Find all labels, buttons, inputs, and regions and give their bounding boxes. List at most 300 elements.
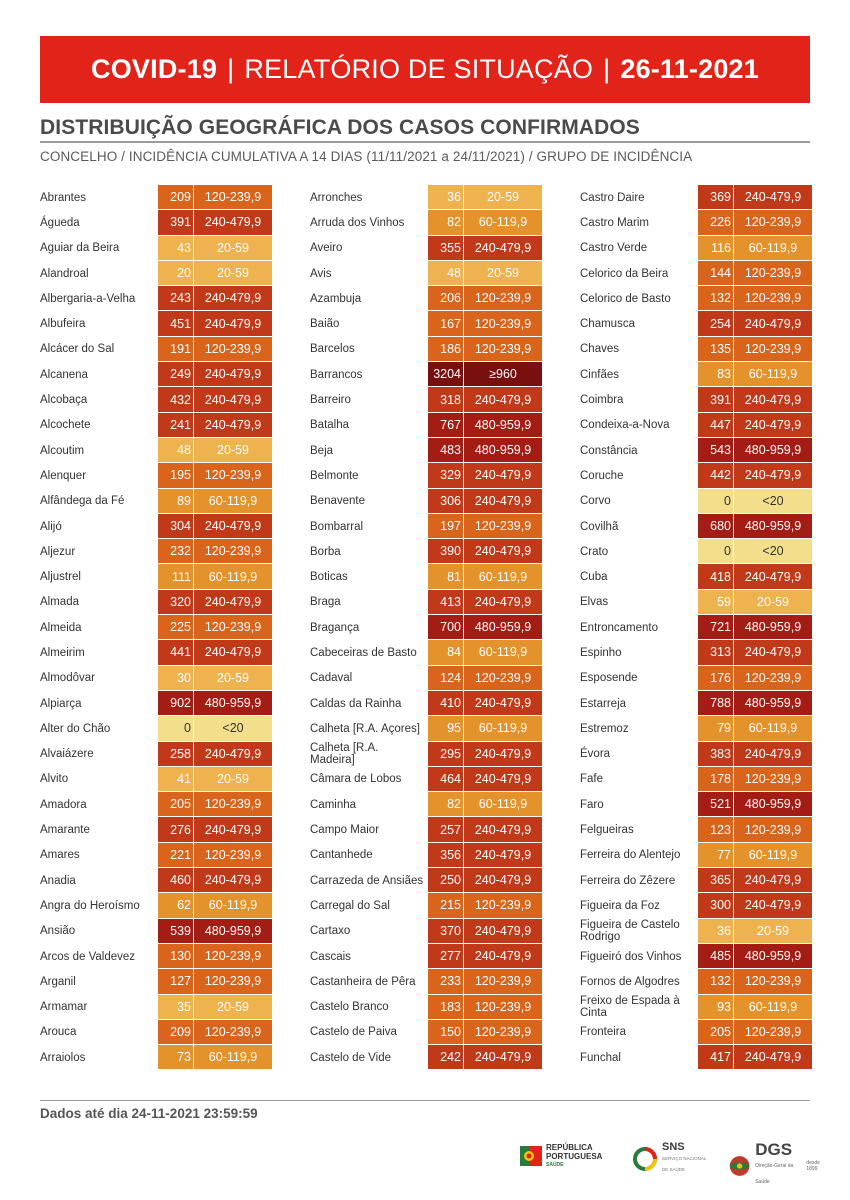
municipality-name: Ansião — [40, 925, 76, 938]
incidence-group: 240-479,9 — [464, 767, 542, 792]
municipality-row — [40, 995, 272, 1020]
incidence-group: 240-479,9 — [734, 413, 812, 438]
incidence-group: 120-239,9 — [464, 995, 542, 1020]
incidence-group: 60-119,9 — [464, 640, 542, 665]
incidence-group: 120-239,9 — [194, 792, 272, 817]
incidence-value: 183 — [428, 995, 464, 1020]
incidence-value: 413 — [428, 590, 464, 615]
incidence-group: 480-959,9 — [734, 514, 812, 539]
municipality-row — [310, 640, 542, 665]
banner-separator: | — [227, 54, 235, 84]
municipality-row — [310, 261, 542, 286]
incidence-value: 77 — [698, 843, 734, 868]
municipality-row — [580, 539, 812, 564]
incidence-group: 20-59 — [734, 919, 812, 944]
incidence-group: ≥960 — [464, 362, 542, 387]
municipality-name: Albergaria-a-Velha — [40, 292, 136, 305]
municipality-name: Castro Daire — [580, 191, 645, 204]
municipality-name: Aveiro — [310, 242, 343, 255]
municipality-row — [310, 387, 542, 412]
incidence-value: 390 — [428, 539, 464, 564]
municipality-row — [310, 691, 542, 716]
municipality-name: Azambuja — [310, 292, 362, 305]
republica-portuguesa-logo — [520, 1142, 602, 1170]
municipality-name: Arraiolos — [40, 1051, 86, 1064]
municipality-row — [40, 919, 272, 944]
municipality-name: Alcobaça — [40, 394, 88, 407]
incidence-group: 240-479,9 — [464, 742, 542, 767]
incidence-group: 240-479,9 — [734, 893, 812, 918]
municipality-name: Beja — [310, 444, 334, 457]
municipality-row — [310, 210, 542, 235]
incidence-group: 240-479,9 — [734, 1045, 812, 1070]
municipality-row — [310, 286, 542, 311]
municipality-name: Benavente — [310, 495, 365, 508]
municipality-name: Estarreja — [580, 697, 627, 710]
municipality-row — [310, 615, 542, 640]
municipality-row — [580, 261, 812, 286]
incidence-value: 48 — [158, 438, 194, 463]
municipality-name: Elvas — [580, 596, 609, 609]
incidence-value: 79 — [698, 716, 734, 741]
incidence-group: 480-959,9 — [194, 919, 272, 944]
incidence-value: 195 — [158, 463, 194, 488]
incidence-group: 60-119,9 — [464, 210, 542, 235]
municipality-row — [40, 236, 272, 261]
municipality-name: Funchal — [580, 1051, 621, 1064]
incidence-group: 240-479,9 — [464, 236, 542, 261]
incidence-value: 318 — [428, 387, 464, 412]
incidence-group: 480-959,9 — [464, 413, 542, 438]
municipality-row — [310, 564, 542, 589]
municipality-name: Alcanena — [40, 368, 88, 381]
incidence-group: 120-239,9 — [464, 286, 542, 311]
incidence-value: 233 — [428, 969, 464, 994]
municipality-row — [580, 286, 812, 311]
incidence-value: 205 — [158, 792, 194, 817]
incidence-value: 447 — [698, 413, 734, 438]
incidence-value: 250 — [428, 868, 464, 893]
incidence-value: 391 — [158, 210, 194, 235]
incidence-group: 20-59 — [734, 590, 812, 615]
incidence-value: 84 — [428, 640, 464, 665]
municipality-row — [40, 843, 272, 868]
banner-subtitle: RELATÓRIO DE SITUAÇÃO — [244, 54, 594, 84]
incidence-group: 60-119,9 — [734, 362, 812, 387]
municipality-row — [580, 640, 812, 665]
incidence-group: 120-239,9 — [734, 666, 812, 691]
incidence-group: 240-479,9 — [464, 387, 542, 412]
incidence-value: 432 — [158, 387, 194, 412]
incidence-group: 240-479,9 — [194, 640, 272, 665]
incidence-value: 300 — [698, 893, 734, 918]
incidence-value: 232 — [158, 539, 194, 564]
municipality-row — [40, 1045, 272, 1070]
municipality-name: Esposende — [580, 672, 638, 685]
municipality-row — [580, 514, 812, 539]
incidence-value: 485 — [698, 944, 734, 969]
incidence-group: 240-479,9 — [194, 413, 272, 438]
incidence-value: 89 — [158, 489, 194, 514]
municipality-row — [310, 767, 542, 792]
municipality-name: Águeda — [40, 216, 80, 229]
incidence-group: 120-239,9 — [194, 969, 272, 994]
municipality-row — [40, 210, 272, 235]
incidence-group: 20-59 — [194, 261, 272, 286]
municipality-name: Alenquer — [40, 469, 87, 482]
incidence-value: 150 — [428, 1020, 464, 1045]
incidence-value: 36 — [428, 185, 464, 210]
municipality-name: Bombarral — [310, 520, 364, 533]
municipality-row — [40, 691, 272, 716]
incidence-group: 60-119,9 — [194, 489, 272, 514]
incidence-value: 0 — [158, 716, 194, 741]
incidence-value: 186 — [428, 337, 464, 362]
incidence-value: 460 — [158, 868, 194, 893]
incidence-value: 383 — [698, 742, 734, 767]
incidence-group: 240-479,9 — [194, 210, 272, 235]
sns-sub2: DE SAÚDE — [662, 1167, 686, 1172]
municipality-row — [310, 1020, 542, 1045]
incidence-value: 178 — [698, 767, 734, 792]
municipality-row — [310, 514, 542, 539]
municipality-name: Câmara de Lobos — [310, 773, 402, 786]
incidence-value: 132 — [698, 969, 734, 994]
municipality-row — [40, 792, 272, 817]
incidence-group: 240-479,9 — [734, 185, 812, 210]
incidence-group: 240-479,9 — [464, 489, 542, 514]
incidence-group: 240-479,9 — [734, 640, 812, 665]
flag-shield-icon — [520, 1142, 542, 1170]
incidence-group: 60-119,9 — [194, 1045, 272, 1070]
incidence-group: 120-239,9 — [194, 944, 272, 969]
municipality-row — [40, 438, 272, 463]
incidence-value: 451 — [158, 311, 194, 336]
incidence-value: 62 — [158, 893, 194, 918]
incidence-value: 242 — [428, 1045, 464, 1070]
incidence-value: 365 — [698, 868, 734, 893]
municipality-row — [310, 539, 542, 564]
municipality-name: Barreiro — [310, 394, 351, 407]
municipality-name: Alcoutim — [40, 444, 85, 457]
municipality-name: Braga — [310, 596, 341, 609]
incidence-value: 0 — [698, 539, 734, 564]
incidence-value: 0 — [698, 489, 734, 514]
municipality-row — [580, 691, 812, 716]
municipality-column-1 — [40, 185, 272, 1070]
municipality-name: Campo Maior — [310, 824, 380, 837]
incidence-value: 127 — [158, 969, 194, 994]
municipality-row — [40, 539, 272, 564]
municipality-name: Figueiró dos Vinhos — [580, 950, 682, 963]
municipality-row — [40, 286, 272, 311]
incidence-value: 410 — [428, 691, 464, 716]
municipality-name: Belmonte — [310, 469, 359, 482]
incidence-value: 82 — [428, 210, 464, 235]
incidence-group: 20-59 — [194, 767, 272, 792]
municipality-row — [310, 337, 542, 362]
municipality-row — [40, 716, 272, 741]
municipality-row — [310, 868, 542, 893]
municipality-row — [580, 590, 812, 615]
municipality-name: Crato — [580, 545, 609, 558]
sns-ring-icon — [632, 1146, 658, 1172]
banner-separator: | — [603, 54, 611, 84]
municipality-name: Corvo — [580, 495, 611, 508]
municipality-row — [40, 362, 272, 387]
municipality-row — [580, 438, 812, 463]
incidence-value: 30 — [158, 666, 194, 691]
incidence-value: 93 — [698, 995, 734, 1020]
municipality-row — [310, 311, 542, 336]
incidence-group: 60-119,9 — [734, 995, 812, 1020]
incidence-value: 226 — [698, 210, 734, 235]
incidence-group: 120-239,9 — [194, 615, 272, 640]
incidence-group: 240-479,9 — [194, 868, 272, 893]
incidence-value: 418 — [698, 564, 734, 589]
municipality-row — [40, 311, 272, 336]
incidence-value: 391 — [698, 387, 734, 412]
incidence-value: 258 — [158, 742, 194, 767]
municipality-row — [310, 362, 542, 387]
incidence-group: 120-239,9 — [464, 969, 542, 994]
municipality-row — [580, 210, 812, 235]
municipality-name: Aljezur — [40, 545, 76, 558]
municipality-name: Chamusca — [580, 318, 635, 331]
incidence-group: 240-479,9 — [194, 387, 272, 412]
municipality-name: Aljustrel — [40, 571, 81, 584]
incidence-group: 240-479,9 — [464, 817, 542, 842]
municipality-row — [310, 590, 542, 615]
logos-bar — [520, 1140, 820, 1185]
municipality-name: Carrazeda de Ansiães — [310, 874, 424, 887]
incidence-value: 304 — [158, 514, 194, 539]
municipality-name: Batalha — [310, 419, 350, 432]
municipality-row — [40, 261, 272, 286]
incidence-group: 480-959,9 — [734, 944, 812, 969]
municipality-name: Covilhã — [580, 520, 619, 533]
incidence-value: 788 — [698, 691, 734, 716]
incidence-value: 277 — [428, 944, 464, 969]
municipality-name: Cinfães — [580, 368, 619, 381]
incidence-value: 73 — [158, 1045, 194, 1070]
municipality-row — [580, 792, 812, 817]
incidence-group: 240-479,9 — [464, 539, 542, 564]
municipality-row — [40, 969, 272, 994]
dgs-since-label: desde — [806, 1160, 820, 1166]
incidence-group: 20-59 — [194, 666, 272, 691]
municipality-name: Condeixa-a-Nova — [580, 419, 670, 432]
municipality-name: Ferreira do Zêzere — [580, 874, 676, 887]
municipality-row — [580, 716, 812, 741]
incidence-value: 206 — [428, 286, 464, 311]
incidence-value: 355 — [428, 236, 464, 261]
dgs-logo — [728, 1142, 820, 1190]
municipality-row — [580, 817, 812, 842]
incidence-value: 464 — [428, 767, 464, 792]
sns-name: SNS — [662, 1141, 685, 1153]
dgs-name: DGS — [755, 1140, 793, 1159]
dgs-since — [806, 1160, 820, 1172]
sns-sub1: SERVIÇO NACIONAL — [662, 1156, 707, 1161]
sns-logo — [632, 1142, 706, 1175]
municipality-name: Alvito — [40, 773, 69, 786]
incidence-value: 83 — [698, 362, 734, 387]
municipality-name: Espinho — [580, 646, 622, 659]
municipality-name: Abrantes — [40, 191, 87, 204]
municipality-row — [40, 944, 272, 969]
municipality-name: Arruda dos Vinhos — [310, 216, 405, 229]
incidence-group: 240-479,9 — [464, 843, 542, 868]
municipality-column-3 — [580, 185, 812, 1070]
incidence-group: 120-239,9 — [464, 666, 542, 691]
incidence-group: 120-239,9 — [194, 185, 272, 210]
municipality-name: Alijó — [40, 520, 62, 533]
municipality-row — [580, 1045, 812, 1070]
municipality-row — [310, 969, 542, 994]
incidence-value: 167 — [428, 311, 464, 336]
municipality-name: Fornos de Algodres — [580, 975, 680, 988]
municipality-name: Alter do Chão — [40, 722, 111, 735]
incidence-group: 120-239,9 — [194, 463, 272, 488]
municipality-row — [40, 615, 272, 640]
municipality-name: Albufeira — [40, 318, 86, 331]
municipality-name: Évora — [580, 748, 611, 761]
municipality-row — [580, 413, 812, 438]
municipality-name: Figueira de Castelo Rodrigo — [580, 919, 680, 944]
incidence-value: 295 — [428, 742, 464, 767]
incidence-value: 82 — [428, 792, 464, 817]
incidence-value: 221 — [158, 843, 194, 868]
municipality-row — [580, 666, 812, 691]
section-subheading: CONCELHO / INCIDÊNCIA CUMULATIVA A 14 DIAS (11/11/2021 a 24/11/2021) / GRUPO DE INCIDÊNCIA — [40, 149, 693, 164]
municipality-name: Arcos de Valdevez — [40, 950, 136, 963]
incidence-value: 254 — [698, 311, 734, 336]
incidence-value: 320 — [158, 590, 194, 615]
banner-title: COVID-19 — [91, 54, 218, 84]
incidence-group: 60-119,9 — [734, 843, 812, 868]
incidence-group: 60-119,9 — [464, 792, 542, 817]
incidence-group: 480-959,9 — [464, 615, 542, 640]
incidence-value: 442 — [698, 463, 734, 488]
municipality-row — [310, 792, 542, 817]
municipality-name: Castanheira de Pêra — [310, 975, 416, 988]
municipality-row — [310, 716, 542, 741]
incidence-group: 240-479,9 — [194, 514, 272, 539]
municipality-row — [580, 919, 812, 944]
municipality-name: Arouca — [40, 1026, 77, 1039]
municipality-row — [580, 185, 812, 210]
incidence-group: 240-479,9 — [734, 564, 812, 589]
incidence-group: 60-119,9 — [734, 236, 812, 261]
municipality-name: Alandroal — [40, 267, 89, 280]
municipality-name: Cabeceiras de Basto — [310, 646, 417, 659]
incidence-group: 120-239,9 — [734, 767, 812, 792]
incidence-value: 721 — [698, 615, 734, 640]
municipality-row — [40, 666, 272, 691]
incidence-value: 902 — [158, 691, 194, 716]
municipality-name: Fronteira — [580, 1026, 627, 1039]
municipality-name: Castelo de Vide — [310, 1051, 391, 1064]
incidence-value: 356 — [428, 843, 464, 868]
banner-date: 26-11-2021 — [620, 54, 759, 84]
incidence-value: 43 — [158, 236, 194, 261]
incidence-group: 120-239,9 — [194, 843, 272, 868]
municipality-row — [580, 564, 812, 589]
incidence-group: 120-239,9 — [734, 210, 812, 235]
incidence-value: 417 — [698, 1045, 734, 1070]
municipality-row — [310, 413, 542, 438]
municipality-row — [580, 969, 812, 994]
municipality-row — [580, 995, 812, 1020]
municipality-name: Caminha — [310, 798, 357, 811]
municipality-row — [40, 767, 272, 792]
municipality-name: Castro Verde — [580, 242, 648, 255]
data-cutoff-note: Dados até dia 24-11-2021 23:59:59 — [40, 1106, 258, 1121]
municipality-name: Armamar — [40, 1001, 88, 1014]
municipality-row — [580, 944, 812, 969]
incidence-value: 59 — [698, 590, 734, 615]
municipality-row — [580, 236, 812, 261]
incidence-group: 120-239,9 — [734, 969, 812, 994]
municipality-name: Cartaxo — [310, 925, 351, 938]
municipality-name: Constância — [580, 444, 638, 457]
incidence-group: 240-479,9 — [194, 286, 272, 311]
incidence-group: 480-959,9 — [734, 691, 812, 716]
incidence-group: 20-59 — [194, 995, 272, 1020]
municipality-name: Figueira da Foz — [580, 899, 660, 912]
incidence-group: 120-239,9 — [464, 1020, 542, 1045]
incidence-value: 249 — [158, 362, 194, 387]
municipality-name: Freixo de Espada à Cinta — [580, 995, 680, 1020]
rp-line1: REPÚBLICA — [546, 1142, 593, 1152]
incidence-group: 20-59 — [464, 185, 542, 210]
municipality-name: Caldas da Rainha — [310, 697, 402, 710]
incidence-value: 370 — [428, 919, 464, 944]
rp-line3: SAÚDE — [546, 1161, 564, 1168]
municipality-row — [40, 817, 272, 842]
municipality-name: Estremoz — [580, 722, 629, 735]
municipality-row — [40, 868, 272, 893]
incidence-value: 41 — [158, 767, 194, 792]
incidence-group: 240-479,9 — [194, 590, 272, 615]
incidence-group: 240-479,9 — [464, 919, 542, 944]
municipality-row — [40, 387, 272, 412]
incidence-group: 60-119,9 — [194, 564, 272, 589]
municipality-name: Alcochete — [40, 419, 91, 432]
incidence-group: 240-479,9 — [734, 742, 812, 767]
footer-divider — [40, 1100, 810, 1101]
incidence-value: 111 — [158, 564, 194, 589]
municipality-row — [40, 640, 272, 665]
incidence-group: 480-959,9 — [734, 792, 812, 817]
incidence-value: 539 — [158, 919, 194, 944]
incidence-value: 95 — [428, 716, 464, 741]
municipality-name: Barrancos — [310, 368, 363, 381]
incidence-value: 543 — [698, 438, 734, 463]
incidence-group: 20-59 — [464, 261, 542, 286]
incidence-group: <20 — [194, 716, 272, 741]
municipality-name: Cascais — [310, 950, 351, 963]
incidence-value: 215 — [428, 893, 464, 918]
incidence-value: 132 — [698, 286, 734, 311]
incidence-value: 123 — [698, 817, 734, 842]
municipality-column-2 — [310, 185, 542, 1070]
municipality-row — [580, 362, 812, 387]
incidence-group: 20-59 — [194, 236, 272, 261]
municipality-name: Carregal do Sal — [310, 899, 390, 912]
incidence-value: 483 — [428, 438, 464, 463]
